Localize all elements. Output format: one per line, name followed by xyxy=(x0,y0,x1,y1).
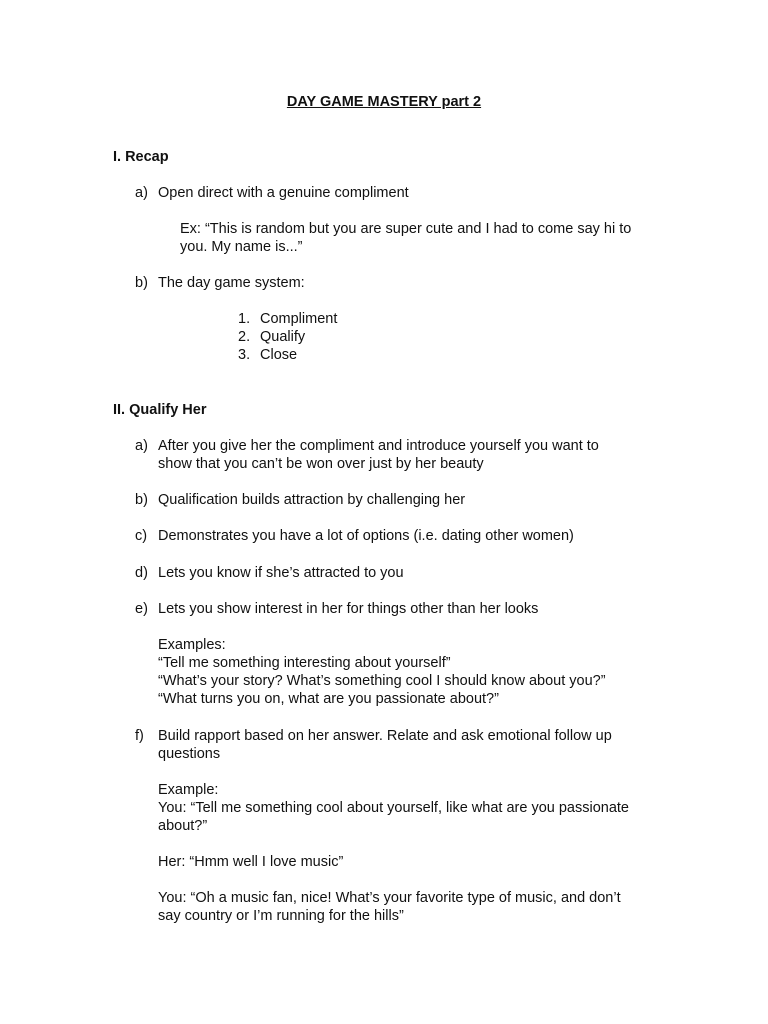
dialogue-line: Her: “Hmm well I love music” xyxy=(158,854,344,870)
list-marker: f) xyxy=(135,728,144,744)
step-label: Compliment xyxy=(260,311,338,327)
example-quote: “Tell me something interesting about yourself” xyxy=(158,655,451,671)
list-item-text: Lets you show interest in her for things other than her looks xyxy=(158,601,539,617)
dialogue-line: You: “Oh a music fan, nice! What’s your favorite type of music, and don’t xyxy=(158,890,621,906)
list-item-text: Lets you know if she’s attracted to you xyxy=(158,565,404,581)
list-marker: d) xyxy=(135,565,148,581)
step-label: Qualify xyxy=(260,329,306,345)
example-line: Ex: “This is random but you are super cute and I had to come say hi to xyxy=(180,221,632,237)
step-number: 3. xyxy=(238,347,251,363)
dialogue-line: about?” xyxy=(158,818,208,834)
document-title: DAY GAME MASTERY part 2 xyxy=(286,94,482,110)
step-number: 2. xyxy=(238,329,251,345)
example-line: you. My name is...” xyxy=(180,239,303,255)
numbered-step xyxy=(238,310,337,328)
example-quote: “What’s your story? What’s something cool I should know about you?” xyxy=(158,673,606,689)
example-label: Example: xyxy=(158,782,219,798)
dialogue-line: You: “Tell me something cool about yourself, like what are you passionate xyxy=(158,800,629,816)
list-marker: b) xyxy=(135,275,148,291)
list-item-text: Qualification builds attraction by challenging her xyxy=(158,492,466,508)
section-heading-qualify-her: II. Qualify Her xyxy=(113,402,207,418)
list-marker: c) xyxy=(135,528,148,544)
numbered-step xyxy=(238,328,305,346)
list-item-text: Demonstrates you have a lot of options (i.e. dating other women) xyxy=(158,528,574,544)
examples-label: Examples: xyxy=(158,637,226,653)
list-marker: a) xyxy=(135,438,148,454)
list-item-text: Open direct with a genuine compliment xyxy=(158,185,409,201)
list-item-text: Build rapport based on her answer. Relate and ask emotional follow up xyxy=(158,728,612,744)
section-heading-recap: I. Recap xyxy=(113,149,169,165)
numbered-step xyxy=(238,346,297,364)
list-item-text: After you give her the compliment and introduce yourself you want to xyxy=(158,438,599,454)
list-item-text: show that you can’t be won over just by her beauty xyxy=(158,456,484,472)
step-number: 1. xyxy=(238,311,251,327)
dialogue-line: say country or I’m running for the hills” xyxy=(158,908,404,924)
list-marker: b) xyxy=(135,492,148,508)
list-item-text: The day game system: xyxy=(158,275,305,291)
list-marker: a) xyxy=(135,185,148,201)
example-quote: “What turns you on, what are you passionate about?” xyxy=(158,691,499,707)
list-marker: e) xyxy=(135,601,148,617)
step-label: Close xyxy=(260,347,298,363)
list-item-text: questions xyxy=(158,746,221,762)
